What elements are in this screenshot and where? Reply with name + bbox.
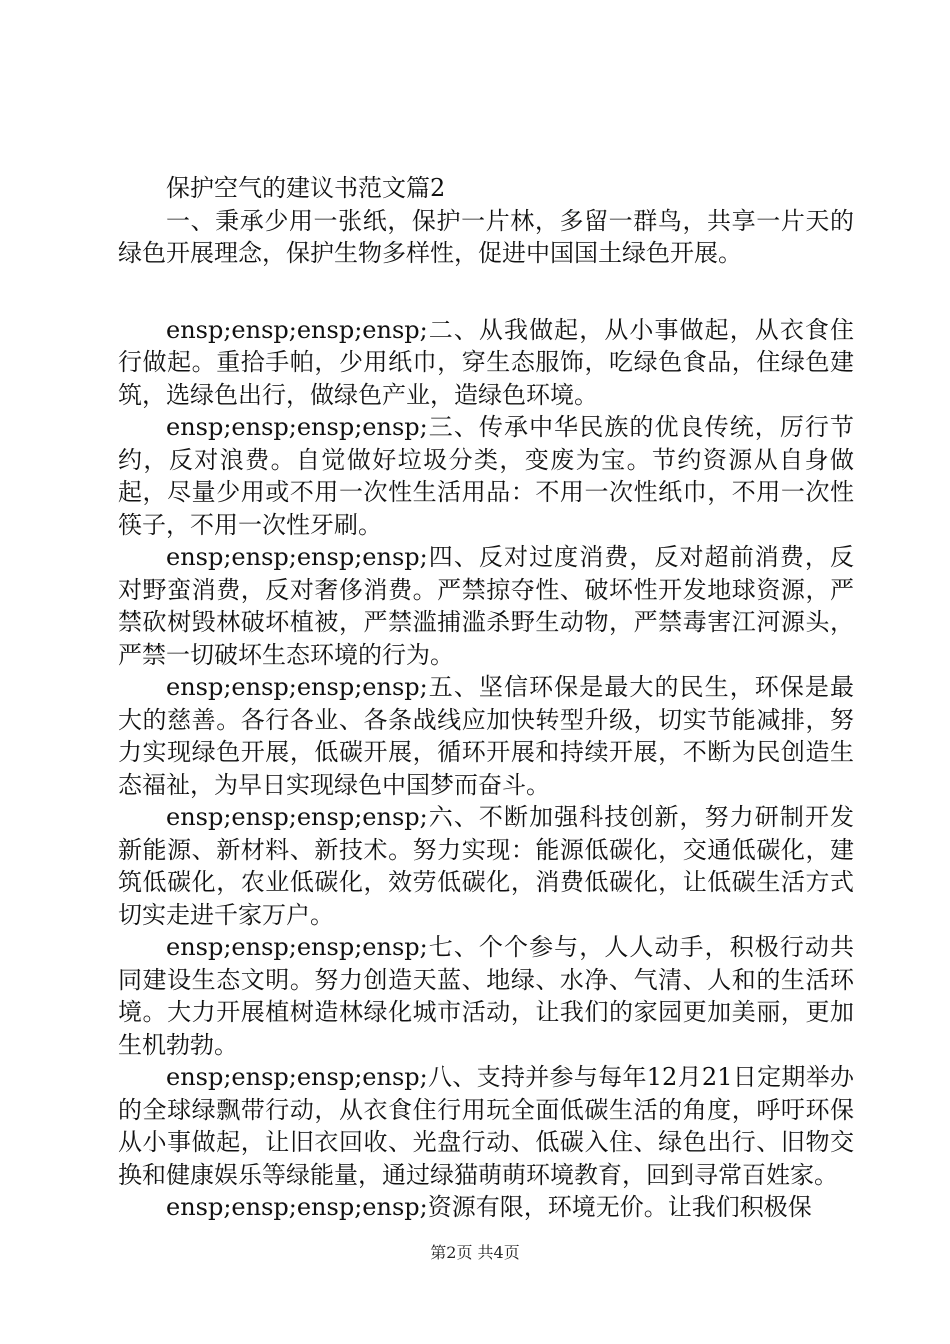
paragraph-9: ensp;ensp;ensp;ensp;资源有限，环境无价。让我们积极保	[166, 1193, 812, 1221]
paragraph-6: ensp;ensp;ensp;ensp;六、不断加强科技创新，努力研制开发新能源、新材料、新技术。努力实现：能源低碳化，交通低碳化，建筑低碳化，农业低碳化，效劳低碳化，消费低碳化，让低碳生活方式切实走进千家万户。	[118, 803, 854, 929]
document-body	[118, 172, 854, 1224]
paragraph-8: ensp;ensp;ensp;ensp;八、支持并参与每年12月21日定期举办的全球绿飘带行动，从衣食住行用玩全面低碳生活的角度，呼吁环保从小事做起，让旧衣回收、光盘行动、低碳入住、绿色出行、旧物交换和健康娱乐等绿能量，通过绿猫萌萌环境教育，回到寻常百姓家。	[118, 1063, 854, 1189]
paragraph-1: 一、秉承少用一张纸，保护一片林，多留一群鸟，共享一片天的绿色开展理念，保护生物多样性，促进中国国土绿色开展。	[118, 206, 854, 267]
paragraph-gap	[118, 270, 854, 314]
page-number-footer: 第2页 共4页	[430, 1243, 520, 1262]
document-title: 保护空气的建议书范文篇2	[166, 174, 446, 202]
paragraph-7: ensp;ensp;ensp;ensp;七、个个参与，人人动手，积极行动共同建设生态文明。努力创造天蓝、地绿、水净、气清、人和的生活环境。大力开展植树造林绿化城市活动，让我们的家园更加美丽，更加生机勃勃。	[118, 933, 854, 1059]
paragraph-2: ensp;ensp;ensp;ensp;二、从我做起，从小事做起，从衣食住行做起。重拾手帕，少用纸巾，穿生态服饰，吃绿色食品，住绿色建筑，选绿色出行，做绿色产业，造绿色环境。	[118, 315, 854, 409]
paragraph-4: ensp;ensp;ensp;ensp;四、反对过度消费，反对超前消费，反对野蛮消费，反对奢侈消费。严禁掠夺性、破坏性开发地球资源，严禁砍树毁林破坏植被，严禁滥捕滥杀野生动物，严禁毒害江河源头，严禁一切破坏生态环境的行为。	[118, 543, 854, 669]
paragraph-3: ensp;ensp;ensp;ensp;三、传承中华民族的优良传统，厉行节约，反对浪费。自觉做好垃圾分类，变废为宝。节约资源从自身做起，尽量少用或不用一次性生活用品：不用一次性纸巾，不用一次性筷子，不用一次性牙刷。	[118, 413, 854, 539]
paragraph-5: ensp;ensp;ensp;ensp;五、坚信环保是最大的民生，环保是最大的慈善。各行各业、各条战线应加快转型升级，切实节能减排，努力实现绿色开展，低碳开展，循环开展和持续开展，不断为民创造生态福祉，为早日实现绿色中国梦而奋斗。	[118, 673, 854, 799]
